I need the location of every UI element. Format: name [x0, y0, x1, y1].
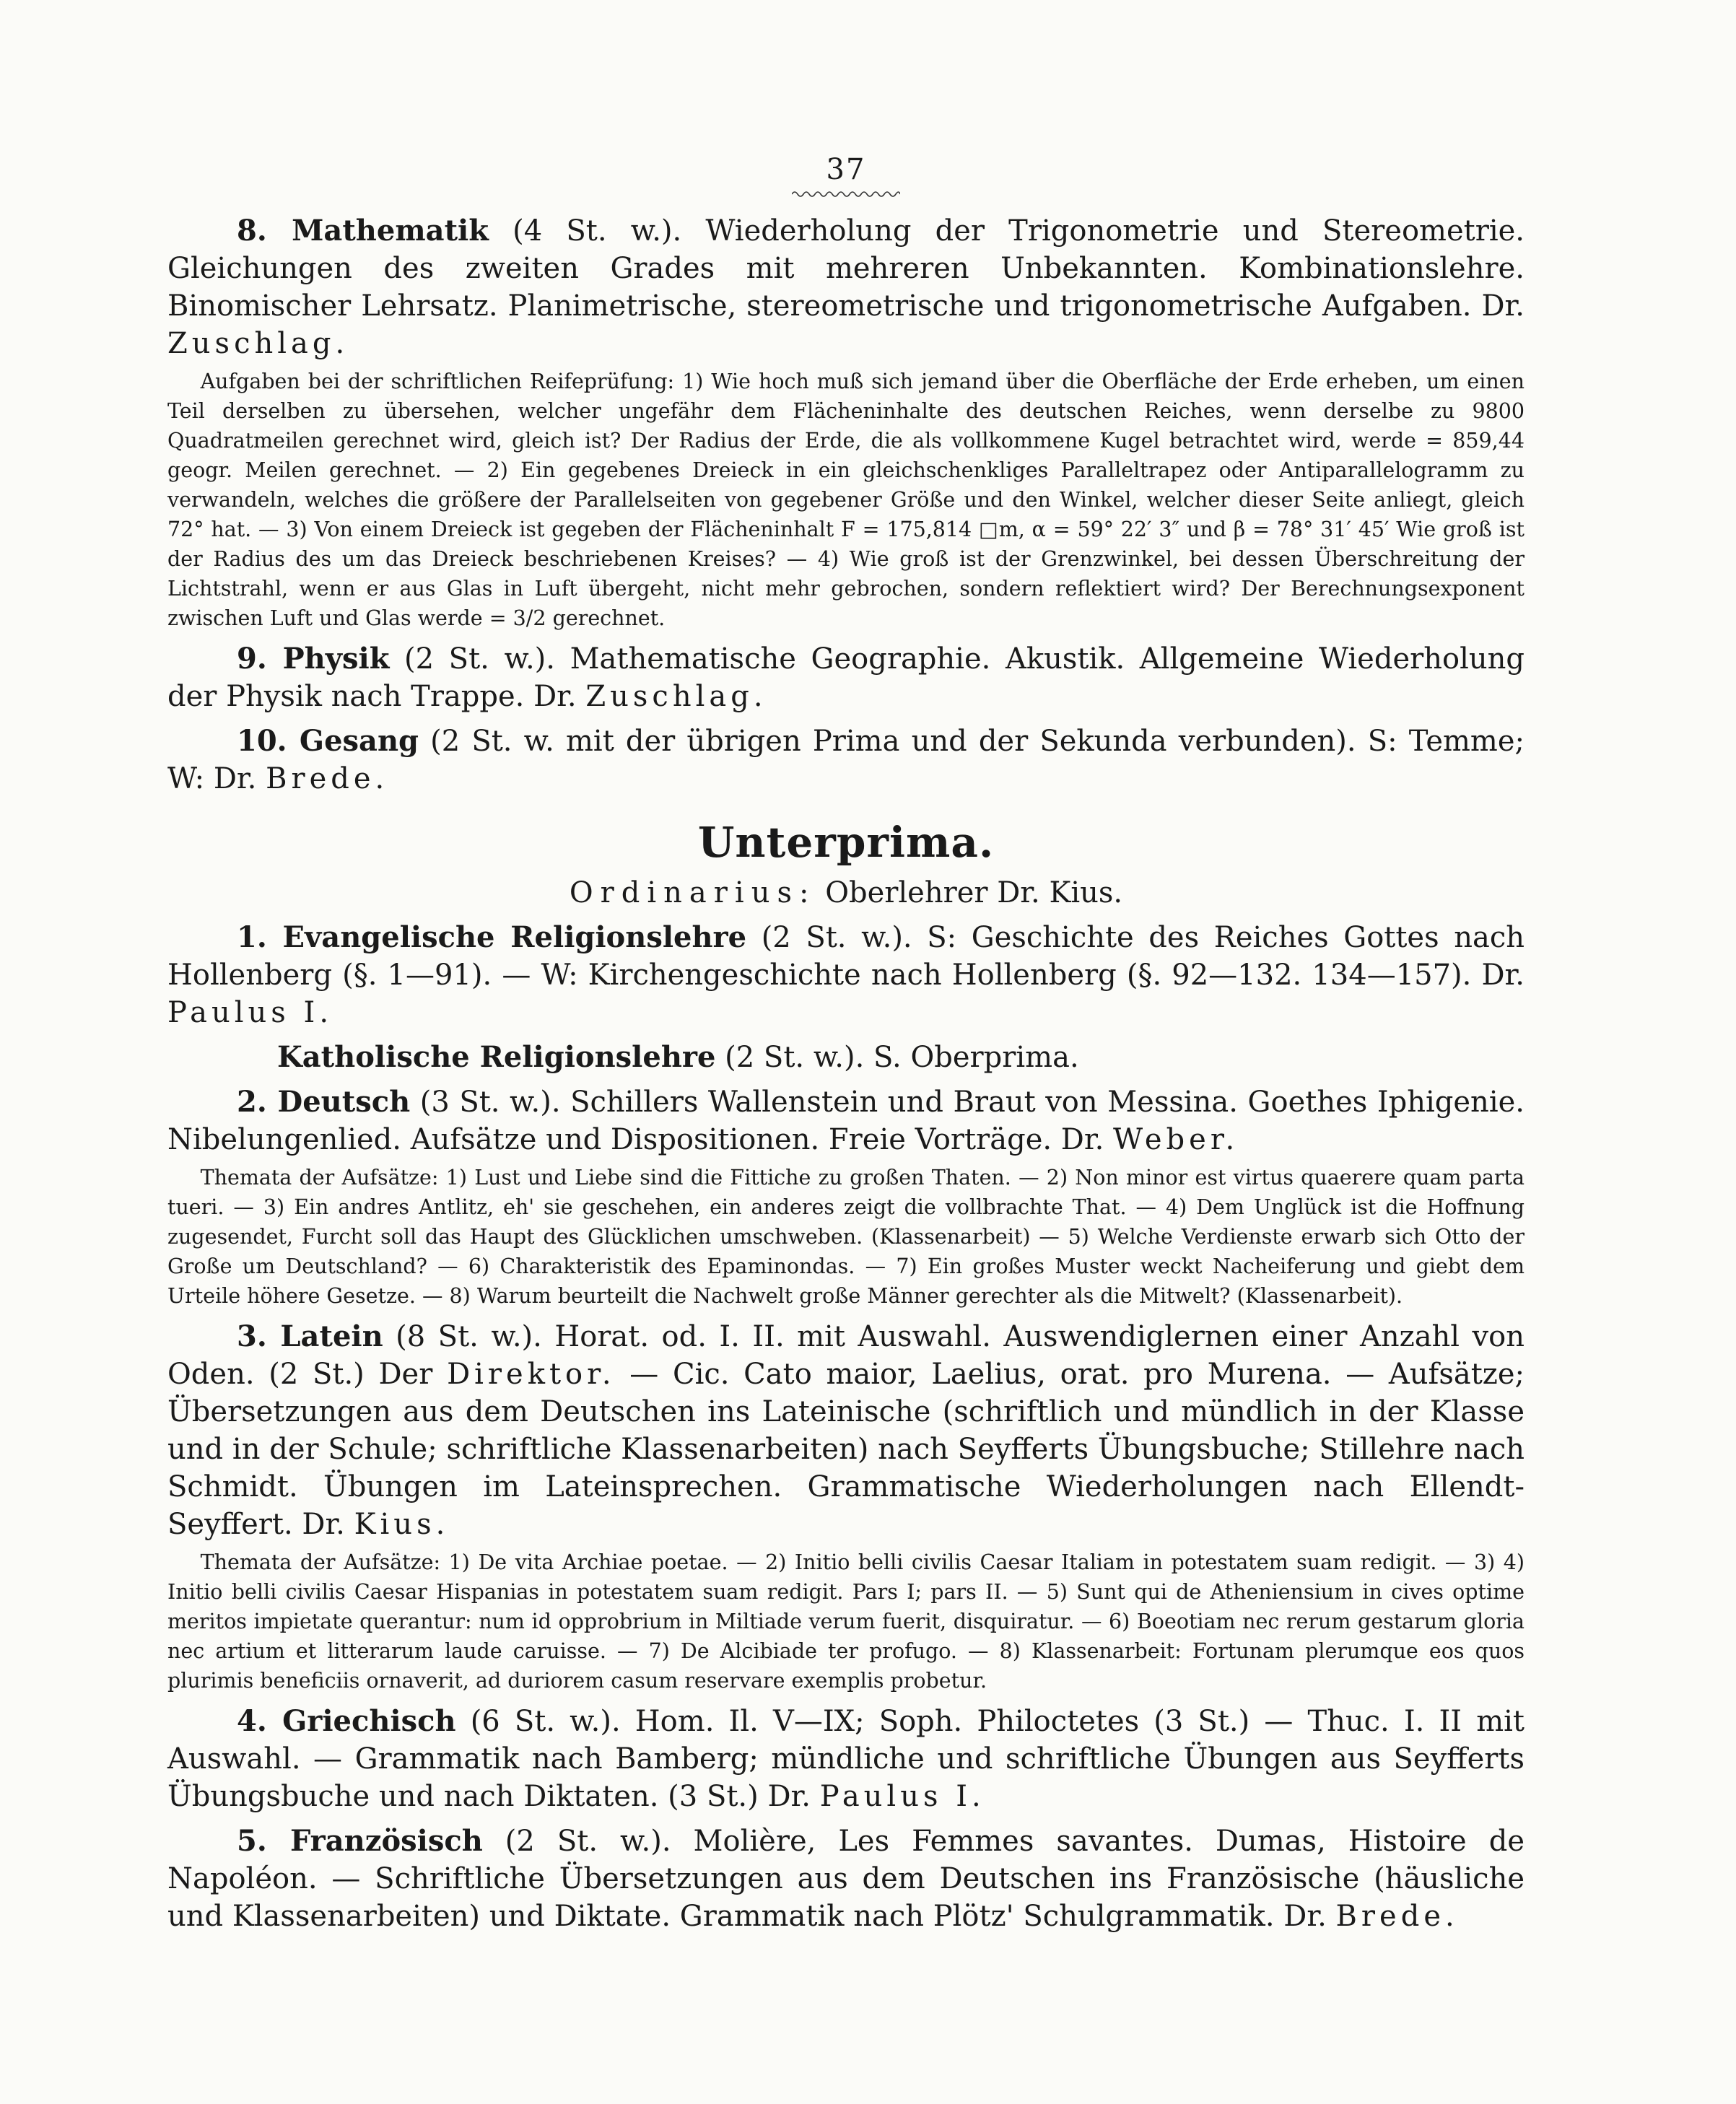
subject-heading: 1. Evangelische Religionslehre: [237, 920, 747, 954]
teacher-name: Brede.: [1335, 1900, 1459, 1933]
teacher-name: Zuschlag.: [585, 680, 767, 713]
teacher-name: Weber.: [1113, 1123, 1239, 1156]
section-latein: [167, 1318, 1525, 1543]
deutsch-themata: Themata der Aufsätze: 1) Lust und Liebe sind die Fittiche zu großen Thaten. — 2) Non minor est virtus quaerere quam parta tueri. — 3) Ein andres Antlitz, eh' sie geschehen, ein anderes zeigt die vollbrachte That. — 4) Dem Unglück ist die Hoffnung zugesendet, Furcht soll das Haupt des Glücklichen umschweben. (Klassenarbeit) — 5) Welche Verdienste erwarb sich Otto der Große um Deutschland? — 6) Charakteristik des Epaminondas. — 7) Ein großes Muster weckt Nacheiferung und giebt dem Urteile höhere Gesetze. — 8) Warum beurteilt die Nachwelt große Männer gerechter als die Mitwelt? (Klassenarbeit).: [167, 1166, 1525, 1308]
teacher-name: Kius.: [354, 1508, 450, 1541]
subject-text: (2 St. w.). S. Oberprima.: [725, 1041, 1079, 1074]
section-griechisch: [167, 1703, 1525, 1815]
subject-heading: Katholische Religionslehre: [277, 1040, 716, 1074]
subject-text: — Cic. Cato maior, Laelius, orat. pro Murena. — Aufsätze; Übersetzungen aus dem Deutschen ins Lateinische (schriftlich und mündlich in der Klasse und in der Schule; schriftliche Klassenarbeiten) nach Seyfferts Übungsbuche; Stillehre nach Schmidt. Übungen im Lateinsprechen. Grammatische Wiederholungen nach Ellendt-Seyffert. Dr.: [167, 1358, 1525, 1541]
subject-heading: 3. Latein: [237, 1319, 383, 1353]
teacher-name: Paulus I.: [167, 996, 333, 1029]
teacher-name: Brede.: [266, 762, 389, 795]
ordinarius-line: [167, 874, 1525, 912]
section-deutsch: [167, 1083, 1525, 1158]
subject-text: (2 St. w.). S: Geschichte des Reiches Gottes nach Hollenberg (§. 1—91). — W: Kirchengeschichte nach Hollenberg (§. 92—132. 134—157). Dr.: [167, 921, 1525, 992]
subject-heading: 5. Französisch: [237, 1824, 483, 1858]
mathematik-aufgaben: Aufgaben bei der schriftlichen Reifeprüfung: 1) Wie hoch muß sich jemand über die Oberfläche der Erde erheben, um einen Teil derselben zu übersehen, welcher ungefähr dem Flächeninhalte des deutschen Reiches, wenn derselbe zu 9800 Quadratmeilen gerechnet wird, gleich ist? Der Radius der Erde, die als vollkommene Kugel betrachtet wird, werde = 859,44 geogr. Meilen gerechnet. — 2) Ein gegebenes Dreieck in ein gleichschenkliges Paralleltrapez oder Antiparallelogramm zu verwandeln, welches die größere der Parallelseiten von gegebener Größe und den Winkel, welcher dieser Seite anliegt, gleich 72° hat. — 3) Von einem Dreieck ist gegeben der Flächeninhalt F = 175,814 □m, α = 59° 22′ 3″ und β = 78° 31′ 45′ Wie groß ist der Radius des um das Dreieck beschriebenen Kreises? — 4) Wie groß ist der Grenzwinkel, bei dessen Überschreitung der Lichtstrahl, wenn er aus Glas in Luft übergeht, nicht mehr gebrochen, sondern reflektiert wird? Der Berechnungsexponent zwischen Luft und Glas werde = 3/2 gerechnet.: [167, 370, 1525, 630]
latein-themata: Themata der Aufsätze: 1) De vita Archiae poetae. — 2) Initio belli civilis Caesar Italiam in potestatem suam redigit. — 3) 4) Initio belli civilis Caesar Hispanias in potestatem suam redigit. Pars I; pars II. — 5) Sunt qui de Atheniensium in cives optime meritos impietate querantur: num id opprobrium in Miltiade verum fuerit, disquiratur. — 6) Boeotiam nec rerum gestarum gloria nec artium et litterarum laude caruisse. — 7) De Alcibiade ter profugo. — 8) Klassenarbeit: Fortunam plerumque eos quos plurimis beneficiis ornaverit, ad duriorem casum reservare exemplis probetur.: [167, 1550, 1525, 1693]
section-title: Unterprima.: [697, 818, 995, 867]
section-physik: [167, 640, 1525, 715]
page-number: 37: [826, 153, 866, 186]
section-mathematik: [167, 212, 1525, 362]
subject-heading: 4. Griechisch: [237, 1704, 456, 1738]
ordinarius-value: Oberlehrer Dr. Kius.: [825, 876, 1123, 909]
page: [167, 152, 1525, 1935]
section-franzoesisch: [167, 1823, 1525, 1935]
page-number-ornament: [792, 189, 900, 199]
section-evangelische-religion: [167, 919, 1525, 1031]
subject-text: (2 St. w. mit der übrigen Prima und der Sekunda verbunden). S: Temme; W: Dr.: [167, 725, 1525, 795]
subject-text: (4 St. w.). Wiederholung der Trigonometrie und Stereometrie. Gleichungen des zweiten Grades mit mehreren Unbekannten. Kombinationslehre. Binomischer Lehrsatz. Planimetrische, stereometrische und trigonometrische Aufgaben. Dr.: [167, 214, 1525, 323]
subject-heading: 8. Mathematik: [237, 214, 489, 248]
section-gesang: [167, 723, 1525, 798]
subject-text: (8 St. w.). Horat. od. I. II. mit Auswahl. Auswendiglernen einer Anzahl von Oden. (2 St.) Der: [167, 1320, 1525, 1391]
subject-text: (3 St. w.). Schillers Wallenstein und Braut von Messina. Goethes Iphigenie. Nibelungenlied. Aufsätze und Dispositionen. Freie Vorträge. Dr.: [167, 1086, 1525, 1156]
subject-text: (6 St. w.). Hom. Il. V—IX; Soph. Philoctetes (3 St.) — Thuc. I. II mit Auswahl. — Grammatik nach Bamberg; mündliche und schriftliche Übungen aus Seyfferts Übungsbuche und nach Diktaten. (3 St.) Dr.: [167, 1705, 1525, 1813]
subject-text: (2 St. w.). Mathematische Geographie. Akustik. Allgemeine Wiederholung der Physik nach Trappe. Dr.: [167, 642, 1525, 713]
subject-heading: 9. Physik: [237, 642, 390, 676]
ordinarius-label: Ordinarius:: [569, 876, 816, 909]
subject-heading: 2. Deutsch: [237, 1085, 411, 1119]
section-katholische-religion: [167, 1039, 1525, 1076]
teacher-name: Direktor.: [447, 1358, 616, 1391]
teacher-name: Paulus I.: [819, 1780, 985, 1813]
subject-text: (2 St. w.). Molière, Les Femmes savantes. Dumas, Histoire de Napoléon. — Schriftliche Übersetzungen aus dem Deutschen ins Französische (häusliche und Klassenarbeiten) und Diktate. Grammatik nach Plötz' Schulgrammatik. Dr.: [167, 1825, 1525, 1933]
subject-heading: 10. Gesang: [237, 724, 419, 758]
teacher-name: Zuschlag.: [167, 327, 349, 360]
